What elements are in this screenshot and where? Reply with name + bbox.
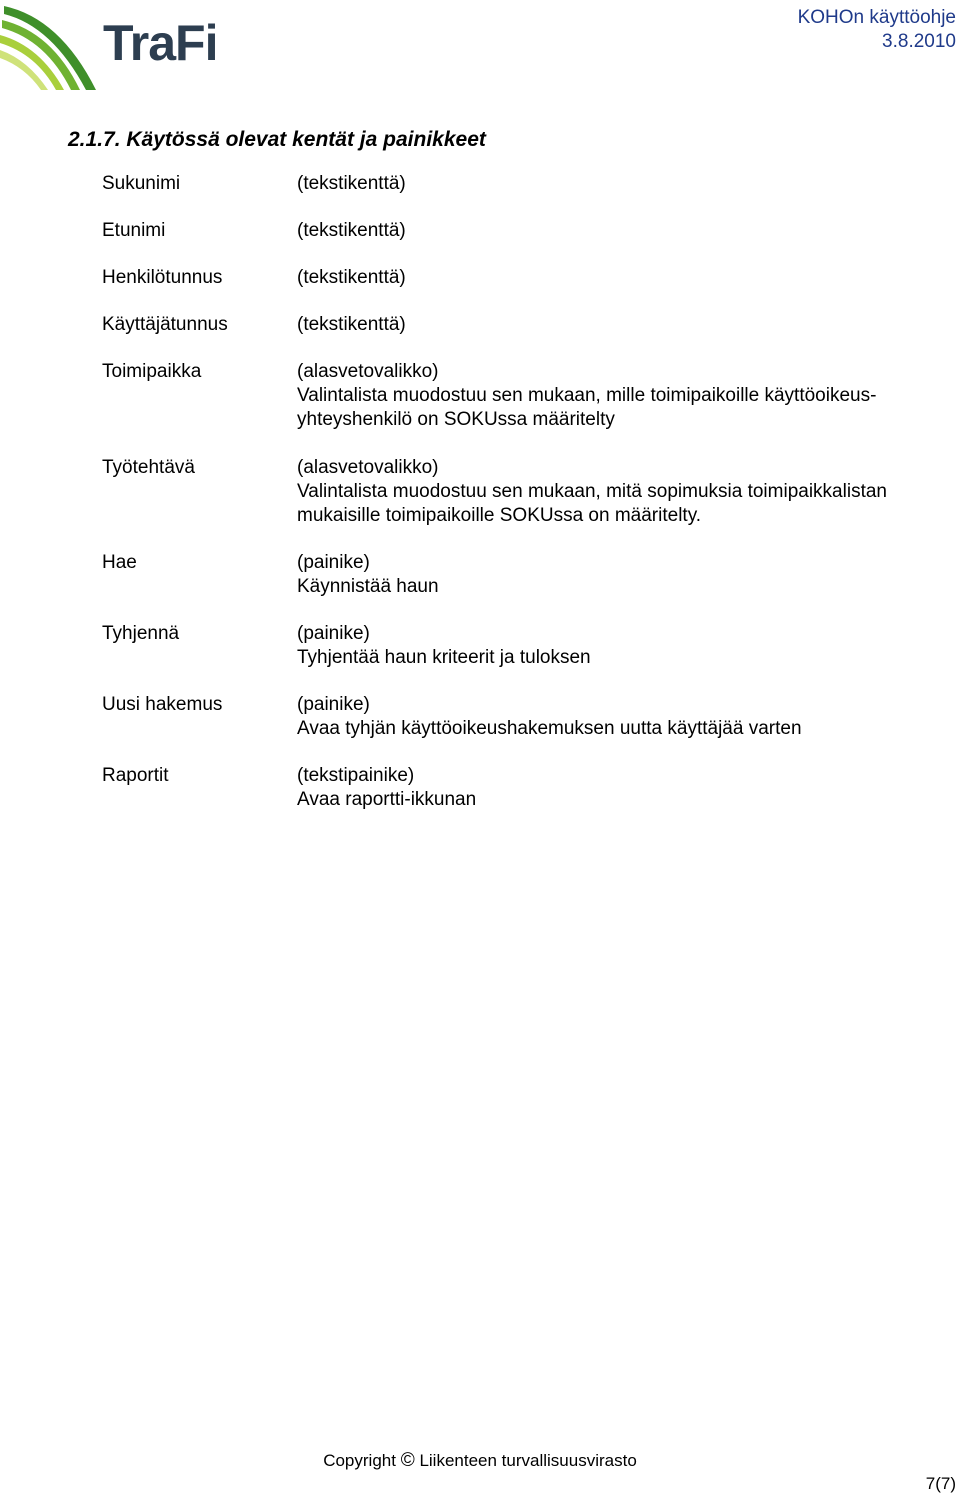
copyright-icon: © (400, 1450, 415, 1471)
field-description: (alasvetovalikko) Valintalista muodostuu sen mukaan, mitä sopimuksia toimipaikkalistan mukaisille toimipaikoille SOKUssa on määritelty. (297, 457, 887, 526)
field-label: Toimipaikka (102, 361, 202, 382)
field-description: (painike) Avaa tyhjän käyttöoikeushakemuksen uutta käyttäjää varten (297, 694, 802, 739)
field-label: Sukunimi (102, 173, 181, 194)
section-title: 2.1.7. Käytössä olevat kentät ja painikkeet (68, 128, 486, 151)
field-description: (tekstikenttä) (297, 220, 406, 241)
field-label: Hae (102, 552, 137, 573)
copyright-label: Copyright (323, 1451, 396, 1470)
field-description: (tekstikenttä) (297, 173, 406, 194)
field-label: Käyttäjätunnus (102, 314, 228, 335)
field-label: Uusi hakemus (102, 694, 223, 715)
field-description: (tekstikenttä) (297, 314, 406, 335)
field-description: (painike) Tyhjentää haun kriteerit ja tuloksen (297, 623, 591, 668)
field-label: Etunimi (102, 220, 166, 241)
document-title: KOHOn käyttöohje (797, 7, 956, 28)
field-label: Raportit (102, 765, 169, 786)
field-description: (alasvetovalikko) Valintalista muodostuu sen mukaan, mille toimipaikoille käyttöoikeus- yhteyshenkilö on SOKUssa määritelty (297, 361, 877, 430)
field-label: Henkilötunnus (102, 267, 223, 288)
page-number: 7(7) (925, 1474, 956, 1493)
field-description: (tekstikenttä) (297, 267, 406, 288)
document-header (798, 6, 956, 54)
organisation-name: Liikenteen turvallisuusvirasto (419, 1451, 637, 1470)
logo-wordmark: TraFi (103, 15, 218, 71)
field-label: Työtehtävä (102, 457, 195, 478)
document-date: 3.8.2010 (882, 31, 956, 52)
field-label: Tyhjennä (102, 623, 180, 644)
field-description: (tekstipainike) Avaa raportti-ikkunan (297, 765, 477, 810)
field-description: (painike) Käynnistää haun (297, 552, 439, 597)
page-footer (0, 1450, 960, 1472)
